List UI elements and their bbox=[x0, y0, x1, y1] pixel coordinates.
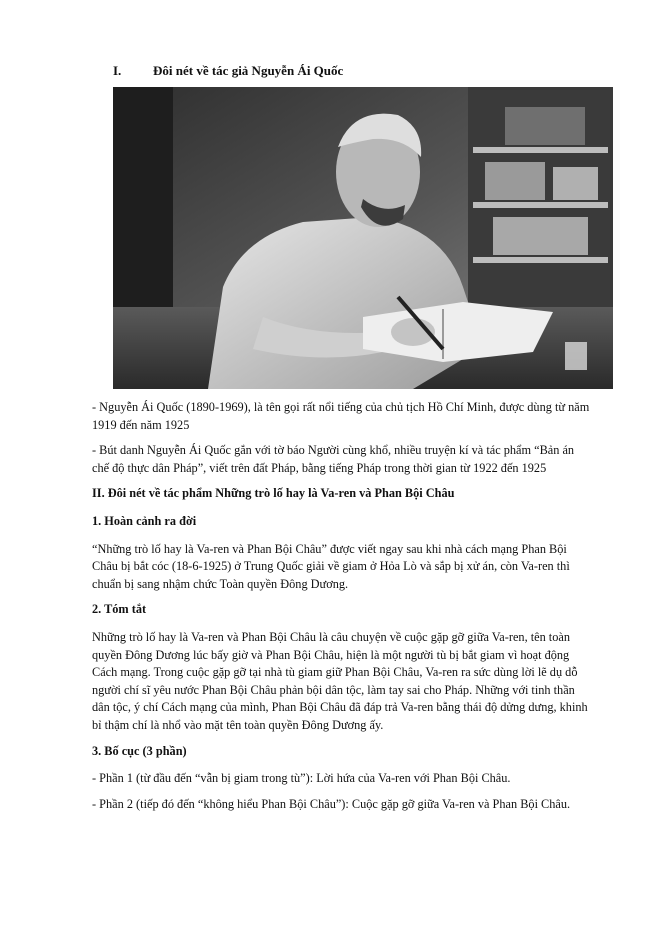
section-2-heading: II. Đôi nét về tác phẩm Những trò lố hay là Va-ren và Phan Bội Châu bbox=[92, 486, 455, 501]
summary-paragraph: Những trò lố hay là Va-ren và Phan Bội Châu là câu chuyện về cuộc gặp gỡ giữa Va-ren, tên toàn quyền Đông Dương lúc bấy giờ và Phan Bội Châu, hiện là một người tù bị bắt giam vì hoạt động Cách mạng. Trong cuộc gặp gỡ tại nhà tù giam giữ Phan Bội Châu, Va-ren ra sức dùng lời lẽ dụ dỗ người chí sĩ yêu nước Phan Bội Châu phản bội dân tộc, làm tay sai cho Pháp. Những với tinh thần dân tộc, ý chí Cách mạng của mình, Phan Bội Châu đã đáp trả Va-ren bằng thái độ dửng dưng, khinh bỉ thậm chí là nhổ vào mặt tên toàn quyền Đông Dương ấy. bbox=[92, 629, 588, 732]
section-1-number: I. bbox=[113, 63, 122, 78]
author-paragraph: - Nguyễn Ái Quốc (1890-1969), là tên gọi rất nổi tiếng của chủ tịch Hồ Chí Minh, được dùng từ năm 1919 đến năm 1925 bbox=[92, 400, 590, 432]
section-1-heading bbox=[113, 62, 343, 80]
context-paragraph: “Những trò lố hay là Va-ren và Phan Bội Châu” được viết ngay sau khi nhà cách mạng Phan Bội Châu bị bắt cóc (18-6-1925) ở Trung Quốc giải về giam ở Hỏa Lò và sắp bị xử án, còn Va-ren thì chuẩn bị sang nhậm chức Toàn quyền Đông Dương. bbox=[92, 541, 570, 591]
author-photo bbox=[113, 87, 613, 389]
structure-heading: 3. Bố cục (3 phần) bbox=[92, 743, 187, 758]
context-heading: 1. Hoàn cảnh ra đời bbox=[92, 513, 197, 528]
document-body bbox=[92, 399, 592, 821]
structure-part: - Phần 1 (từ đầu đến “vẫn bị giam trong tù”): Lời hứa của Va-ren với Phan Bội Châu. bbox=[92, 771, 511, 786]
author-paragraph: - Bút danh Nguyễn Ái Quốc gắn với tờ báo Người cùng khổ, nhiều truyện kí và tác phẩm “Bản án chế độ thực dân Pháp”, viết trên đất Pháp, bằng tiếng Pháp trong thời gian từ 1922 đến 1925 bbox=[92, 443, 575, 475]
structure-part: - Phần 2 (tiếp đó đến “không hiểu Phan Bội Châu”): Cuộc gặp gỡ giữa Va-ren và Phan Bội Châu. bbox=[92, 796, 571, 811]
section-1-title: Đôi nét về tác giả Nguyễn Ái Quốc bbox=[153, 63, 344, 78]
summary-heading: 2. Tóm tắt bbox=[92, 602, 147, 617]
